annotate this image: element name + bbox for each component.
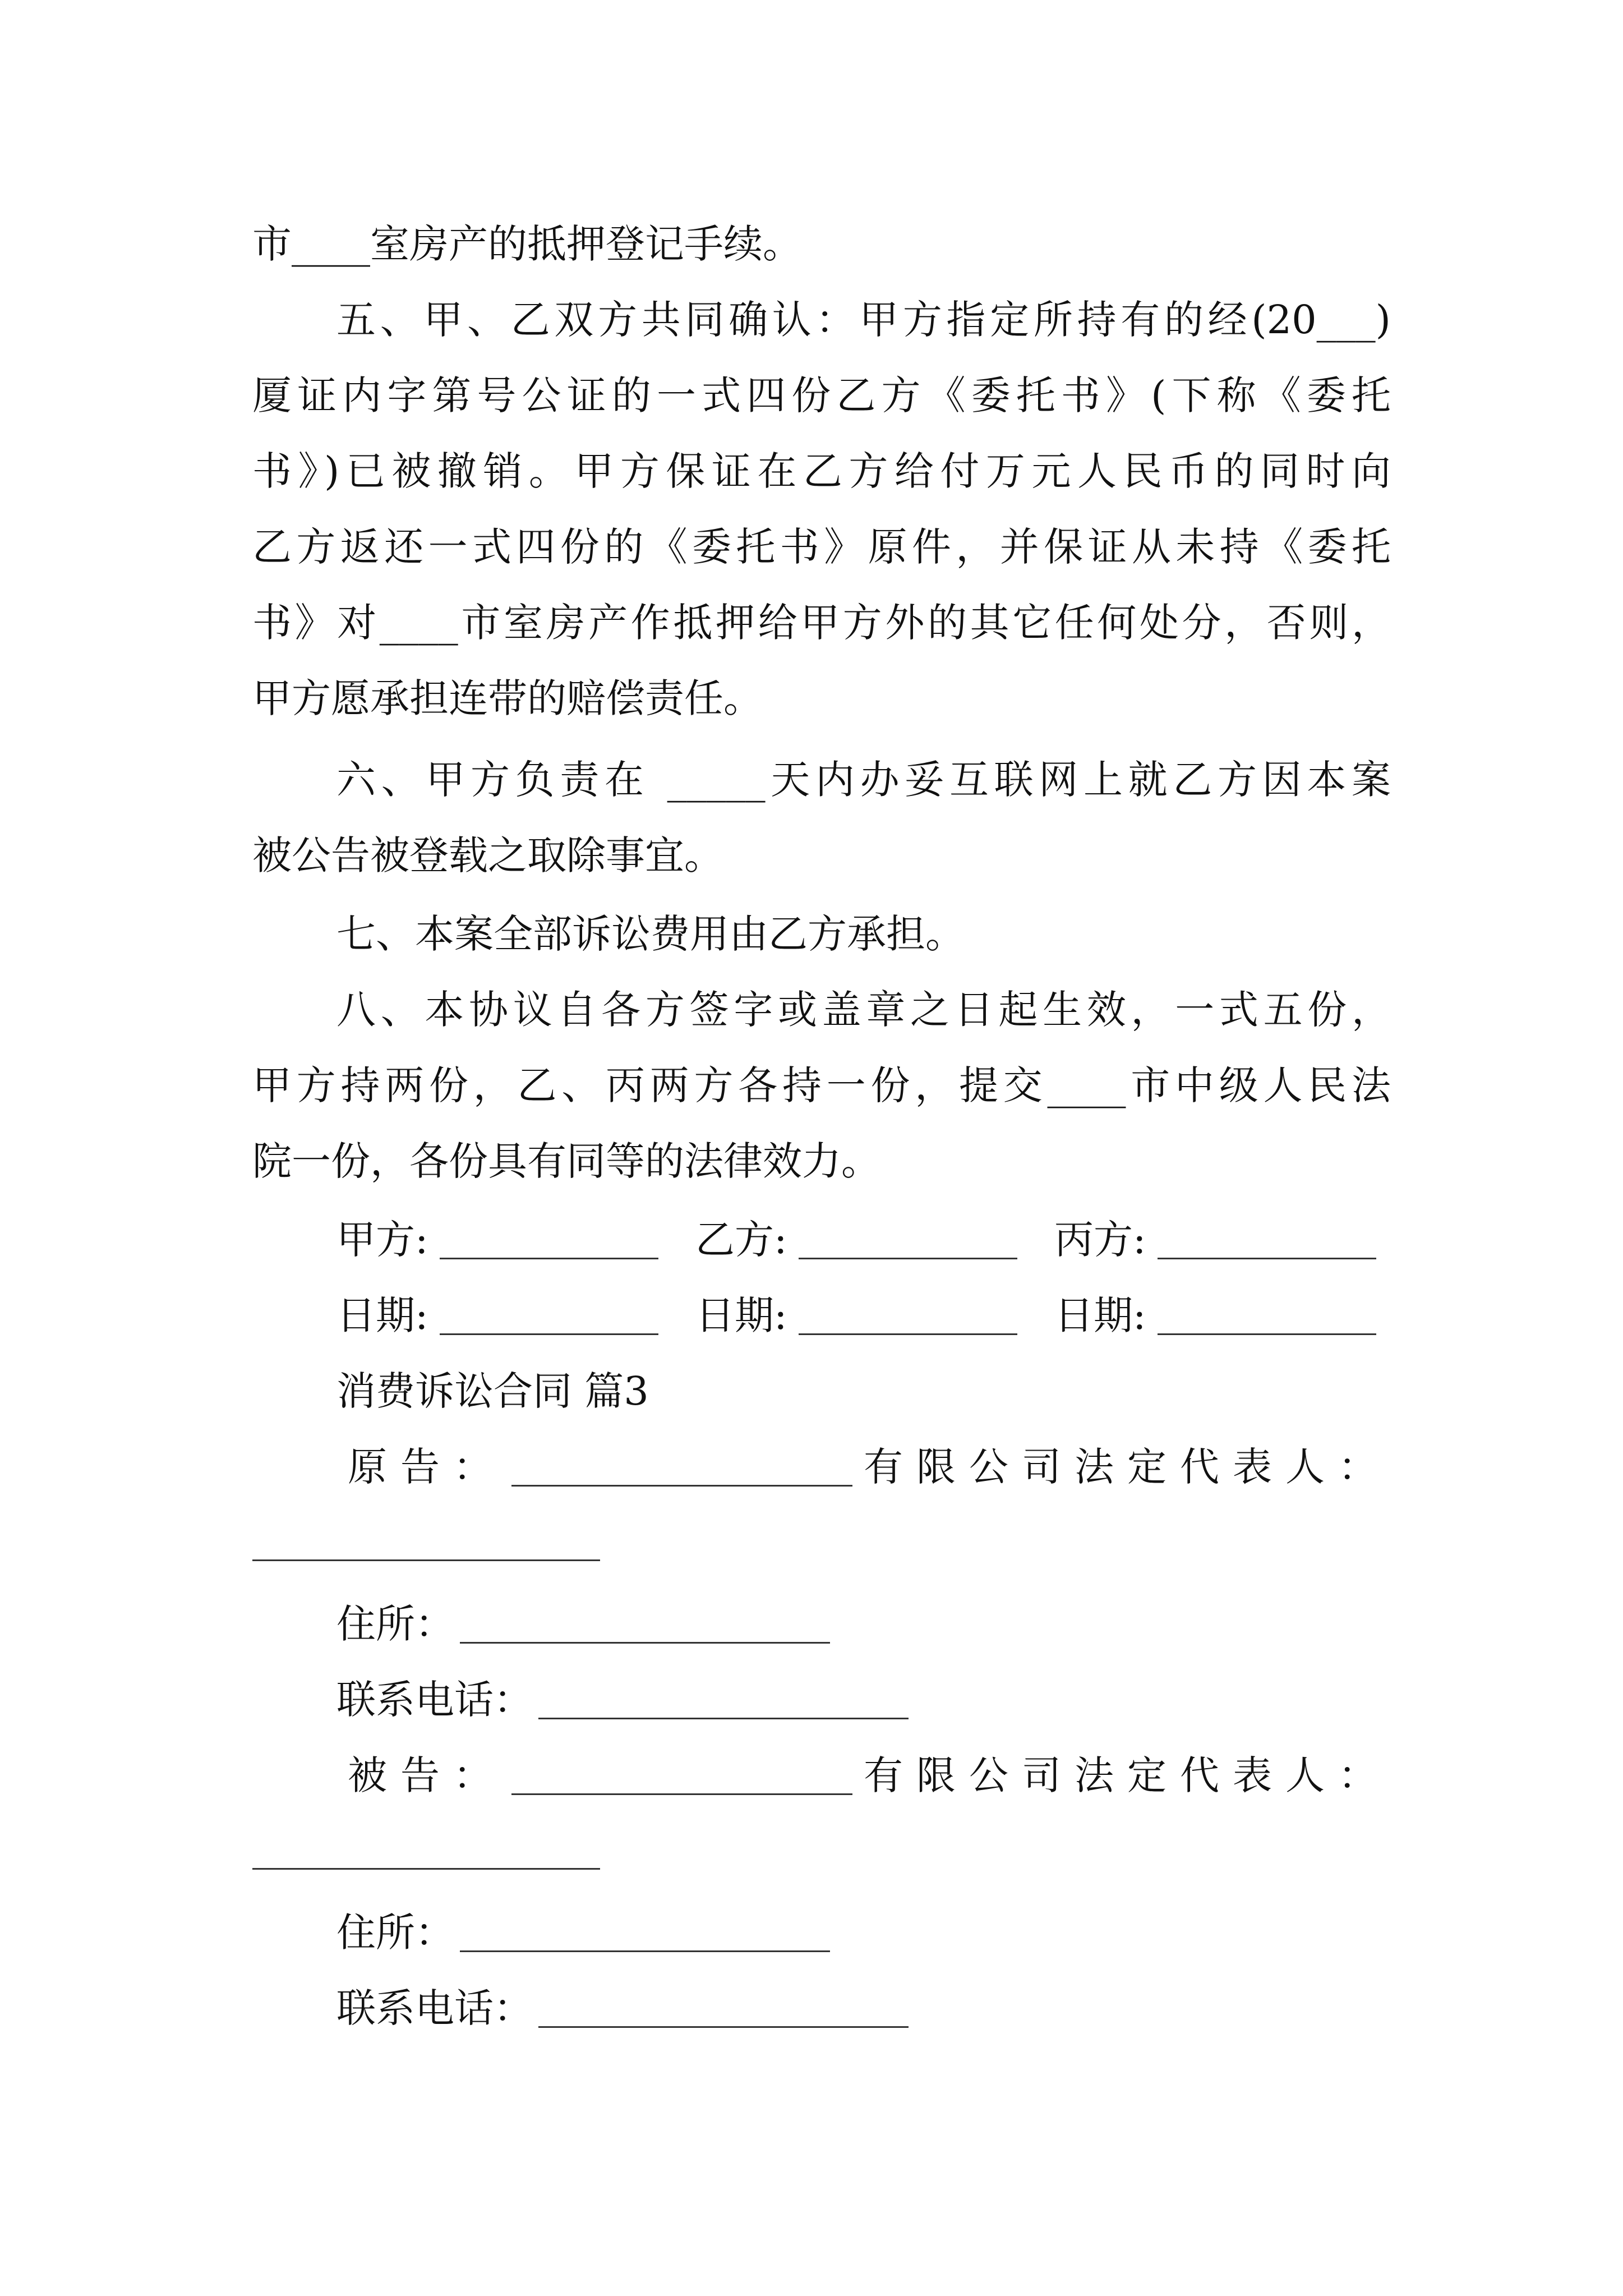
date-party-a-blank xyxy=(440,1294,658,1335)
clause-7-line-1: 七、本案全部诉讼费用由乙方承担。 xyxy=(336,911,965,957)
signature-party-c-label: 丙方: xyxy=(1054,1217,1146,1263)
date-party-c-label: 日期: xyxy=(1054,1292,1146,1338)
defendant-representative-blank xyxy=(252,1868,600,1870)
defendant-row xyxy=(348,1750,1391,1801)
section-title: 消费诉讼合同 篇3 xyxy=(336,1368,649,1414)
plaintiff-representative-blank xyxy=(252,1559,600,1561)
signature-party-b xyxy=(695,1214,1054,1265)
plaintiff-row xyxy=(348,1442,1391,1492)
clause-8-line-2: 甲方持两份，乙、丙两方各持一份，提交____市中级人民法 xyxy=(252,1062,1391,1108)
clause-5-line-6: 甲方愿承担连带的赔偿责任。 xyxy=(252,675,763,721)
defendant-address-blank xyxy=(460,1911,830,1952)
clause-5-line-4: 乙方返还一式四份的《委托书》原件，并保证从未持《委托 xyxy=(252,524,1391,570)
plaintiff-address-label: 住所： xyxy=(336,1601,454,1647)
date-party-a-label: 日期: xyxy=(336,1292,428,1338)
plaintiff-label: 原告： xyxy=(348,1444,506,1490)
plaintiff-address-blank xyxy=(460,1603,830,1644)
date-party-b-blank xyxy=(799,1294,1017,1335)
defendant-phone-label: 联系电话： xyxy=(336,1985,533,2031)
defendant-label: 被告： xyxy=(348,1752,506,1798)
signature-party-a-label: 甲方: xyxy=(336,1217,428,1263)
clause-5-line-2: 厦证内字第号公证的一式四份乙方《委托书》(下称《委托 xyxy=(252,372,1391,418)
signature-party-a-blank xyxy=(440,1218,658,1259)
signature-row-parties xyxy=(336,1214,1391,1265)
plaintiff-company-suffix: 有限公司法定代表人： xyxy=(864,1444,1391,1490)
clause-5-line-3: 书》)已被撤销。甲方保证在乙方给付万元人民币的同时向 xyxy=(252,448,1391,494)
date-party-c xyxy=(1054,1290,1391,1341)
plaintiff-phone-blank xyxy=(538,1678,909,1719)
clause-8-line-1: 八、本协议自各方签字或盖章之日起生效，一式五份， xyxy=(336,987,1391,1033)
clause-5-line-1: 五、甲、乙双方共同确认：甲方指定所持有的经(20___) xyxy=(336,297,1391,343)
date-party-b-label: 日期: xyxy=(695,1292,787,1338)
plaintiff-phone-row xyxy=(336,1674,909,1725)
defendant-company-suffix: 有限公司法定代表人： xyxy=(864,1752,1391,1798)
defendant-address-row xyxy=(336,1907,830,1958)
text-line-1: 市____室房产的抵押登记手续。 xyxy=(252,221,802,267)
signature-party-b-blank xyxy=(799,1218,1017,1259)
clause-6-line-2: 被公告被登载之取除事宜。 xyxy=(252,832,723,878)
signature-row-dates xyxy=(336,1290,1391,1341)
plaintiff-phone-label: 联系电话： xyxy=(336,1677,533,1723)
clause-8-line-3: 院一份，各份具有同等的法律效力。 xyxy=(252,1138,880,1184)
signature-party-c-blank xyxy=(1158,1218,1376,1259)
clause-5-line-5: 书》对____市室房产作抵押给甲方外的其它任何处分，否则， xyxy=(252,600,1391,646)
defendant-phone-row xyxy=(336,1983,909,2033)
defendant-phone-blank xyxy=(538,1987,909,2028)
plaintiff-company-blank xyxy=(511,1446,852,1487)
defendant-company-blank xyxy=(511,1754,852,1795)
signature-party-c xyxy=(1054,1214,1391,1265)
signature-party-a xyxy=(336,1214,695,1265)
plaintiff-address-row xyxy=(336,1599,830,1649)
defendant-address-label: 住所： xyxy=(336,1910,454,1955)
signature-party-b-label: 乙方: xyxy=(695,1217,787,1263)
clause-6-line-1: 六、甲方负责在 _____天内办妥互联网上就乙方因本案 xyxy=(336,757,1391,803)
date-party-a xyxy=(336,1290,695,1341)
date-party-c-blank xyxy=(1158,1294,1376,1335)
date-party-b xyxy=(695,1290,1054,1341)
